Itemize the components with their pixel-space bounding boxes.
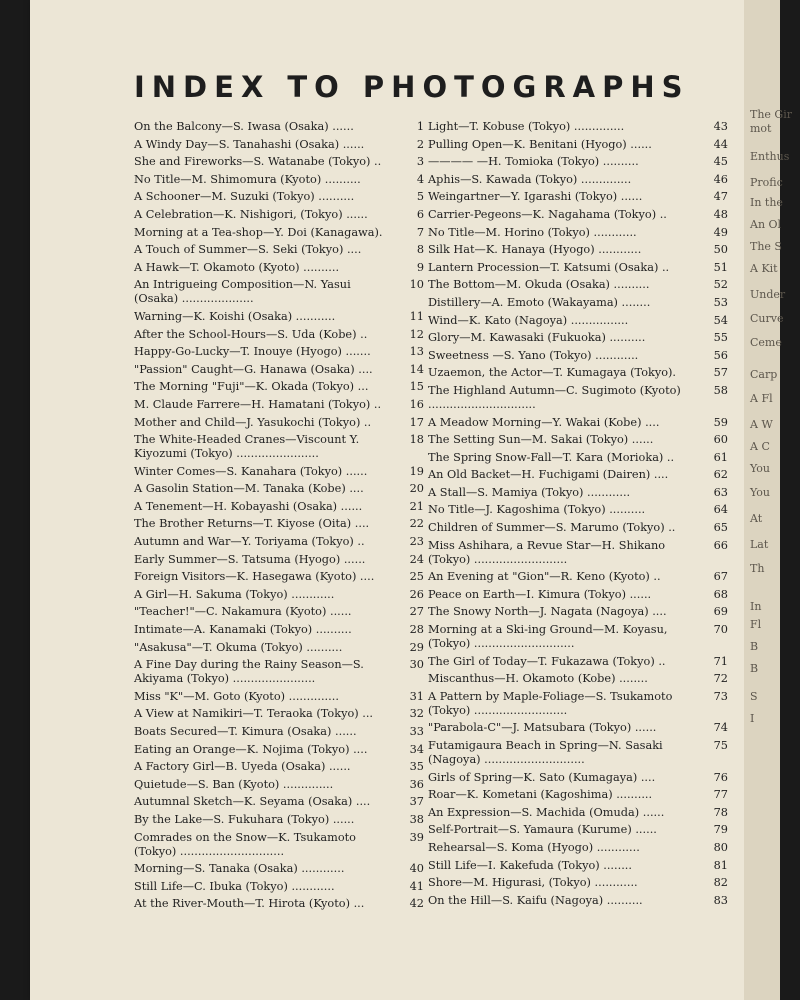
adjacent-page-fragment: In the [750, 196, 783, 209]
entry-page-number: 21 [409, 499, 424, 513]
index-entry [134, 482, 424, 496]
index-entry [134, 120, 424, 134]
index-entry [134, 605, 424, 619]
right-column [428, 120, 728, 911]
entry-page-number: 66 [713, 538, 728, 552]
index-entry [428, 486, 728, 500]
adjacent-page-fragment: Fl [750, 618, 762, 631]
index-entry [134, 880, 424, 894]
index-entry [134, 813, 424, 827]
index-entry [428, 655, 728, 669]
entry-page-number: 81 [713, 858, 728, 872]
index-entry [428, 894, 728, 908]
index-entry [428, 588, 728, 602]
index-entry [134, 553, 424, 567]
index-entry [134, 328, 424, 342]
entry-page-number: 12 [409, 327, 424, 341]
entry-page-number: 53 [713, 295, 728, 309]
entry-title: A Factory Girl—B. Uyeda (Osaka) ...... [134, 760, 351, 774]
index-entry [134, 862, 424, 876]
index-entry [428, 226, 728, 240]
index-entry [134, 570, 424, 584]
index-entry [134, 398, 424, 412]
entry-title: Miss "K"—M. Goto (Kyoto) .............. [134, 689, 339, 703]
index-entry [134, 208, 424, 222]
entry-title: Still Life—C. Ibuka (Tokyo) ............ [134, 879, 335, 893]
adjacent-page-fragment: I [750, 712, 755, 725]
index-entry [134, 363, 424, 377]
entry-title: Roar—K. Kometani (Kagoshima) .......... [428, 788, 653, 802]
index-entry [428, 605, 728, 619]
index-entry [428, 876, 728, 890]
entry-title: An Evening at "Gion"—R. Keno (Kyoto) .. [428, 570, 661, 584]
entry-page-number: 10 [409, 278, 424, 292]
index-entry [428, 788, 728, 802]
entry-title: M. Claude Farrere—H. Hamatani (Tokyo) .. [134, 397, 382, 411]
index-entry [428, 859, 728, 873]
index-entry [428, 384, 728, 412]
entry-page-number: 7 [416, 225, 424, 239]
entry-title: Mother and Child—J. Yasukochi (Tokyo) .. [134, 415, 372, 429]
index-entry [134, 641, 424, 655]
entry-title: Warning—K. Koishi (Osaka) ........... [134, 309, 336, 323]
index-entry [428, 243, 728, 257]
entry-title: Children of Summer—S. Marumo (Tokyo) .. [428, 521, 676, 535]
index-entry [428, 138, 728, 152]
entry-page-number: 46 [713, 172, 728, 186]
entry-page-number: 54 [713, 313, 728, 327]
entry-page-number: 74 [713, 721, 728, 735]
entry-page-number: 45 [713, 155, 728, 169]
entry-page-number: 65 [713, 521, 728, 535]
entry-page-number: 11 [409, 309, 424, 323]
adjacent-page-fragment: You [750, 462, 771, 475]
adjacent-page-fragment: Profic [750, 176, 783, 189]
entry-page-number: 77 [713, 788, 728, 802]
index-entry [428, 261, 728, 275]
entry-page-number: 68 [713, 587, 728, 601]
entry-page-number: 49 [713, 225, 728, 239]
entry-page-number: 79 [713, 823, 728, 837]
entry-title: A Gasolin Station—M. Tanaka (Kobe) .... [134, 482, 364, 496]
adjacent-page-fragment: Curve [750, 312, 784, 325]
adjacent-page-fragment: Lat [750, 538, 769, 551]
entry-page-number: 30 [409, 658, 424, 672]
index-entry [134, 173, 424, 187]
entry-title: Shore—M. Higurasi, (Tokyo) ............ [428, 876, 638, 890]
adjacent-page-edge [744, 0, 792, 1000]
entry-page-number: 75 [713, 739, 728, 752]
entry-title: By the Lake—S. Fukuhara (Tokyo) ...... [134, 812, 355, 826]
index-entry [134, 226, 424, 240]
index-entry [428, 120, 728, 134]
entry-title: Foreign Visitors—K. Hasegawa (Kyoto) .... [134, 570, 375, 584]
entry-page-number: 38 [409, 812, 424, 826]
entry-page-number: 76 [713, 770, 728, 784]
entry-title: Glory—M. Kawasaki (Fukuoka) .......... [428, 331, 646, 345]
index-entry [134, 416, 424, 430]
entry-page-number: 40 [409, 862, 424, 876]
entry-page-number: 4 [416, 172, 424, 186]
entry-page-number: 50 [713, 243, 728, 257]
entry-title: No Title—M. Horino (Tokyo) ............ [428, 225, 637, 239]
entry-title: Wind—K. Kato (Nagoya) ................ [428, 313, 629, 327]
entry-page-number: 15 [409, 380, 424, 394]
entry-title: Silk Hat—K. Hanaya (Hyogo) ............ [428, 243, 642, 257]
entry-page-number: 35 [409, 760, 424, 774]
index-entry [428, 539, 728, 567]
entry-title: A Girl—H. Sakuma (Tokyo) ............ [134, 587, 335, 601]
index-entry [428, 349, 728, 363]
index-entry [134, 831, 424, 859]
entry-page-number: 78 [713, 805, 728, 819]
index-entry [134, 725, 424, 739]
entry-page-number: 1 [416, 120, 424, 133]
index-entry [428, 690, 728, 718]
entry-page-number: 16 [409, 397, 424, 411]
index-entry [428, 296, 728, 310]
entry-page-number: 41 [409, 879, 424, 893]
entry-page-number: 52 [713, 278, 728, 292]
entry-page-number: 82 [713, 876, 728, 890]
entry-page-number: 17 [409, 415, 424, 429]
entry-page-number: 59 [713, 415, 728, 429]
entry-page-number: 73 [713, 689, 728, 703]
entry-page-number: 67 [713, 570, 728, 584]
entry-title: At the River-Mouth—T. Hirota (Kyoto) ... [134, 897, 365, 911]
entry-page-number: 58 [713, 383, 728, 397]
index-entry [428, 739, 728, 767]
adjacent-page-fragment: Enthus [750, 150, 790, 163]
entry-title: Intimate—A. Kanamaki (Tokyo) .......... [134, 623, 352, 637]
entry-page-number: 83 [713, 893, 728, 907]
entry-title: No Title—M. Shimomura (Kyoto) .......... [134, 172, 361, 186]
adjacent-page-fragment: A C [750, 440, 770, 453]
entry-title: Futamigaura Beach in Spring—N. Sasaki (Nagoya) ............................ [428, 739, 663, 766]
entry-title: A Windy Day—S. Tanahashi (Osaka) ...... [134, 137, 365, 151]
entry-page-number: 55 [713, 331, 728, 345]
entry-page-number: 57 [713, 366, 728, 380]
adjacent-page-fragment: Carp [750, 368, 778, 381]
entry-page-number: 14 [409, 362, 424, 376]
entry-page-number: 71 [713, 654, 728, 668]
index-entry [428, 173, 728, 187]
adjacent-page-fragment: An Ol [750, 218, 782, 231]
entry-title: Self-Portrait—S. Yamaura (Kurume) ...... [428, 823, 657, 837]
entry-title: On the Hill—S. Kaifu (Nagoya) .......... [428, 893, 643, 907]
entry-page-number: 36 [409, 777, 424, 791]
entry-title: The Snowy North—J. Nagata (Nagoya) .... [428, 605, 667, 619]
entry-title: Girls of Spring—K. Sato (Kumagaya) .... [428, 770, 656, 784]
index-entry [428, 416, 728, 430]
entry-title: No Title—J. Kagoshima (Tokyo) .......... [428, 503, 646, 517]
entry-page-number: 56 [713, 348, 728, 362]
index-entry [428, 278, 728, 292]
entry-title: The White-Headed Cranes—Viscount Y. Kiyozumi (Tokyo) ....................... [134, 433, 360, 461]
entry-title: Light—T. Kobuse (Tokyo) .............. [428, 120, 625, 133]
index-entry [428, 570, 728, 584]
index-entry [428, 771, 728, 785]
index-page [30, 0, 744, 1000]
entry-page-number: 51 [713, 260, 728, 274]
entry-title: A Hawk—T. Okamoto (Kyoto) .......... [134, 260, 340, 274]
entry-page-number: 18 [409, 433, 424, 447]
entry-page-number: 25 [409, 570, 424, 584]
entry-title: "Asakusa"—T. Okuma (Tokyo) .......... [134, 640, 343, 654]
entry-page-number: 64 [713, 503, 728, 517]
entry-page-number: 23 [409, 535, 424, 549]
entry-page-number: 24 [409, 552, 424, 566]
index-entry [134, 517, 424, 531]
index-entry [134, 623, 424, 637]
entry-page-number: 42 [409, 897, 424, 911]
entry-title: The Brother Returns—T. Kiyose (Oita) .... [134, 517, 370, 531]
entry-page-number: 69 [713, 605, 728, 619]
entry-title: A Tenement—H. Kobayashi (Osaka) ...... [134, 499, 363, 513]
index-entry [134, 155, 424, 169]
entry-title: A Schooner—M. Suzuki (Tokyo) .......... [134, 190, 355, 204]
entry-title: Peace on Earth—I. Kimura (Tokyo) ...... [428, 587, 652, 601]
index-entry [428, 468, 728, 482]
index-entry [134, 138, 424, 152]
adjacent-page-fragment: At [750, 512, 763, 525]
adjacent-page-fragment: The Gir [750, 108, 792, 121]
entry-title: Morning at a Tea-shop—Y. Doi (Kanagawa). [134, 225, 383, 239]
adjacent-page-fragment: B [750, 640, 759, 653]
index-entry [428, 433, 728, 447]
index-entry [134, 778, 424, 792]
entry-title: The Setting Sun—M. Sakai (Tokyo) ...... [428, 433, 654, 447]
index-entry [134, 465, 424, 479]
adjacent-page-fragment: Under [750, 288, 786, 301]
index-entry [134, 261, 424, 275]
index-entry [134, 897, 424, 911]
adjacent-page-fragment: A Fl [750, 392, 773, 405]
entry-title: The Morning "Fuji"—K. Okada (Tokyo) ... [134, 380, 369, 394]
index-entry [134, 243, 424, 257]
index-entry [428, 806, 728, 820]
adjacent-page-fragment: You [750, 486, 771, 499]
entry-page-number: 44 [713, 137, 728, 151]
index-entry [134, 345, 424, 359]
entry-title: Weingartner—Y. Igarashi (Tokyo) ...... [428, 190, 643, 204]
index-entry [428, 366, 728, 380]
entry-title: Quietude—S. Ban (Kyoto) .............. [134, 777, 334, 791]
entry-title: Sweetness —S. Yano (Tokyo) ............ [428, 348, 639, 362]
entry-page-number: 29 [409, 640, 424, 654]
adjacent-page-fragment: Th [750, 562, 765, 575]
entry-title: Distillery—A. Emoto (Wakayama) ........ [428, 295, 651, 309]
entry-title: ———— —H. Tomioka (Tokyo) .......... [428, 155, 639, 169]
adjacent-page-fragment: S [750, 690, 758, 703]
index-entry [134, 690, 424, 704]
entry-title: A Stall—S. Mamiya (Tokyo) ............ [428, 485, 631, 499]
left-column [134, 120, 424, 915]
entry-title: Aphis—S. Kawada (Tokyo) .............. [428, 172, 632, 186]
entry-page-number: 39 [409, 830, 424, 844]
page-title: INDEX TO PHOTOGRAPHS [134, 70, 690, 104]
entry-title: Early Summer—S. Tatsuma (Hyogo) ...... [134, 552, 366, 566]
index-entry [134, 500, 424, 514]
entry-title: Comrades on the Snow—K. Tsukamoto (Tokyo) ............................. [134, 830, 356, 858]
entry-title: A View at Namikiri—T. Teraoka (Tokyo) ... [134, 707, 374, 721]
index-entry [134, 380, 424, 394]
entry-title: She and Fireworks—S. Watanabe (Tokyo) .. [134, 155, 382, 169]
entry-page-number: 72 [713, 672, 728, 686]
entry-title: Winter Comes—S. Kanahara (Tokyo) ...... [134, 464, 368, 478]
index-entry [428, 721, 728, 735]
entry-page-number: 34 [409, 742, 424, 756]
entry-title: Eating an Orange—K. Nojima (Tokyo) .... [134, 742, 368, 756]
entry-title: Autumn and War—Y. Toriyama (Tokyo) .. [134, 535, 365, 549]
index-entry [134, 588, 424, 602]
adjacent-page-fragment: In [750, 600, 762, 613]
entry-page-number: 60 [713, 433, 728, 447]
entry-title: The Spring Snow-Fall—T. Kara (Morioka) .. [428, 450, 675, 464]
entry-title: Miss Ashihara, a Revue Star—H. Shikano (Tokyo) .......................... [428, 538, 666, 566]
entry-page-number: 2 [416, 137, 424, 151]
entry-title: Boats Secured—T. Kimura (Osaka) ...... [134, 725, 357, 738]
index-entry [134, 190, 424, 204]
entry-page-number: 26 [409, 587, 424, 601]
index-entry [134, 707, 424, 721]
entry-title: Morning at a Ski-ing Ground—M. Koyasu, (Tokyo) ............................ [428, 623, 668, 651]
entry-title: Miscanthus—H. Okamoto (Kobe) ........ [428, 672, 648, 686]
entry-title: "Teacher!"—C. Nakamura (Kyoto) ...... [134, 605, 352, 619]
entry-title: Uzaemon, the Actor—T. Kumagaya (Tokyo). [428, 366, 677, 380]
entry-title: A Meadow Morning—Y. Wakai (Kobe) .... [428, 415, 660, 429]
entry-page-number: 19 [409, 464, 424, 478]
index-entry [428, 623, 728, 651]
entry-page-number: 63 [713, 485, 728, 499]
entry-page-number: 9 [416, 260, 424, 274]
entry-title: The Bottom—M. Okuda (Osaka) .......... [428, 278, 650, 292]
entry-title: An Intrigueing Composition—N. Yasui (Osaka) .................... [134, 278, 351, 306]
entry-page-number: 3 [416, 155, 424, 169]
entry-title: Autumnal Sketch—K. Seyama (Osaka) .... [134, 795, 371, 809]
entry-page-number: 28 [409, 623, 424, 637]
entry-title: Pulling Open—K. Benitani (Hyogo) ...... [428, 137, 652, 151]
index-entry [428, 208, 728, 222]
entry-page-number: 62 [713, 468, 728, 482]
entry-title: Morning—S. Tanaka (Osaka) ............ [134, 862, 345, 876]
entry-title: A Fine Day during the Rainy Season—S. Akiyama (Tokyo) ....................... [134, 658, 364, 686]
adjacent-page-fragment: mot [750, 122, 772, 135]
index-entry [428, 155, 728, 169]
index-entry [134, 433, 424, 461]
index-entry [428, 451, 728, 465]
index-entry [428, 841, 728, 855]
adjacent-page-fragment: A Kit [750, 262, 778, 275]
adjacent-page-fragment: A W [750, 418, 773, 431]
entry-title: Lantern Procession—T. Katsumi (Osaka) .. [428, 260, 670, 274]
index-entry [428, 190, 728, 204]
index-entry [134, 278, 424, 306]
index-entry [134, 795, 424, 809]
index-entry [428, 503, 728, 517]
entry-page-number: 20 [409, 482, 424, 496]
entry-page-number: 47 [713, 190, 728, 204]
entry-page-number: 8 [416, 243, 424, 257]
entry-page-number: 70 [713, 623, 728, 637]
entry-title: An Old Backet—H. Fuchigami (Dairen) .... [428, 468, 669, 482]
entry-page-number: 22 [409, 517, 424, 531]
entry-title: "Parabola-C"—J. Matsubara (Tokyo) ...... [428, 721, 657, 735]
index-entry [428, 823, 728, 837]
adjacent-page-fragment: B [750, 662, 759, 675]
index-entry [134, 760, 424, 774]
entry-page-number: 43 [713, 120, 728, 133]
adjacent-page-fragment: Ceme [750, 336, 782, 349]
entry-page-number: 37 [409, 795, 424, 809]
adjacent-page-fragment: The S [750, 240, 782, 253]
index-entry [134, 535, 424, 549]
entry-title: Rehearsal—S. Koma (Hyogo) ............ [428, 840, 640, 854]
index-entry [428, 672, 728, 686]
entry-page-number: 33 [409, 725, 424, 738]
index-entry [428, 521, 728, 535]
entry-page-number: 32 [409, 707, 424, 721]
entry-title: Happy-Go-Lucky—T. Inouye (Hyogo) ....... [134, 345, 371, 359]
index-entry [134, 658, 424, 686]
entry-title: Still Life—I. Kakefuda (Tokyo) ........ [428, 858, 632, 872]
entry-title: An Expression—S. Machida (Omuda) ...... [428, 805, 665, 819]
entry-title: The Girl of Today—T. Fukazawa (Tokyo) .. [428, 654, 666, 668]
entry-page-number: 13 [409, 345, 424, 359]
entry-page-number: 31 [409, 689, 424, 703]
index-entry [134, 743, 424, 757]
index-entry [428, 331, 728, 345]
entry-title: "Passion" Caught—G. Hanawa (Osaka) .... [134, 362, 373, 376]
entry-title: A Touch of Summer—S. Seki (Tokyo) .... [134, 243, 362, 257]
index-entry [134, 310, 424, 324]
entry-title: After the School-Hours—S. Uda (Kobe) .. [134, 327, 368, 341]
index-entry [428, 314, 728, 328]
entry-title: On the Balcony—S. Iwasa (Osaka) ...... [134, 120, 354, 133]
entry-page-number: 48 [713, 207, 728, 221]
entry-page-number: 5 [416, 190, 424, 204]
entry-title: A Celebration—K. Nishigori, (Tokyo) ...... [134, 207, 368, 221]
entry-title: Carrier-Pegeons—K. Nagahama (Tokyo) .. [428, 207, 667, 221]
entry-page-number: 6 [416, 207, 424, 221]
entry-title: A Pattern by Maple-Foliage—S. Tsukamoto (Tokyo) .......................... [428, 689, 673, 717]
entry-title: The Highland Autumn—C. Sugimoto (Kyoto) .............................. [428, 383, 681, 411]
entry-page-number: 80 [713, 840, 728, 854]
entry-page-number: 27 [409, 605, 424, 619]
entry-page-number: 61 [713, 450, 728, 464]
